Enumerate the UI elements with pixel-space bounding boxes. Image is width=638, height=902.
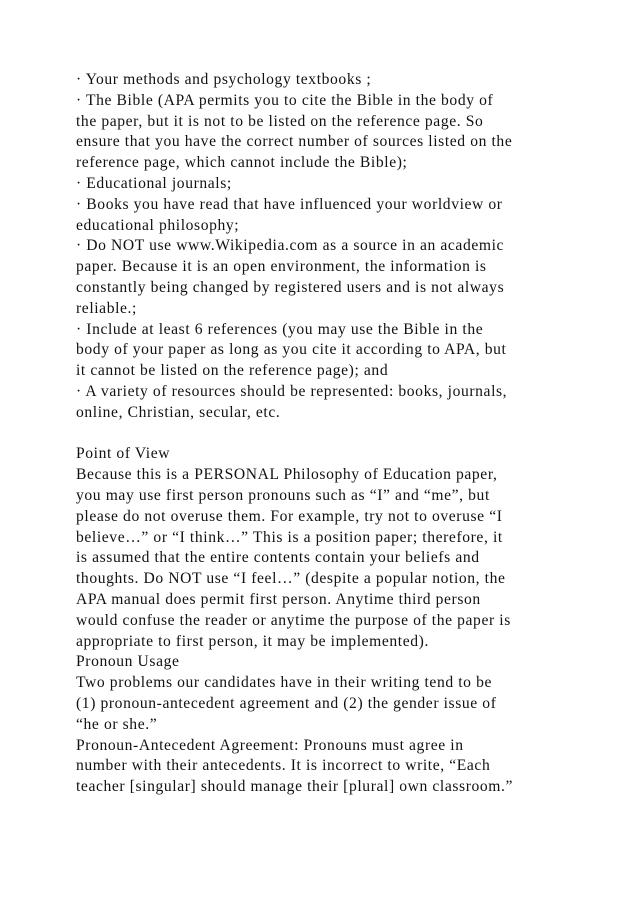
text-line: Pronoun-Antecedent Agreement: Pronouns must agree in <box>76 736 464 754</box>
text-line: Two problems our candidates have in their writing tend to be <box>76 674 492 692</box>
text-line: teacher [singular] should manage their [plural] own classroom.” <box>76 778 514 796</box>
text-line: · Books you have read that have influenced your worldview or <box>76 195 503 213</box>
paragraph <box>76 465 576 652</box>
text-line: ensure that you have the correct number of sources listed on the <box>76 133 513 151</box>
text-line: thoughts. Do NOT use “I feel…” (despite a popular notion, the <box>76 570 506 588</box>
section-heading <box>76 652 576 673</box>
text-line: number with their antecedents. It is incorrect to write, “Each <box>76 757 491 775</box>
text-line: · The Bible (APA permits you to cite the Bible in the body of <box>76 91 494 109</box>
text-line: paper. Because it is an open environment, the information is <box>76 258 487 276</box>
paragraph <box>76 736 576 798</box>
bullet-item <box>76 91 576 174</box>
bullet-item <box>76 320 576 382</box>
section-heading <box>76 444 576 465</box>
text-line: body of your paper as long as you cite it according to APA, but <box>76 341 507 359</box>
text-line: Because this is a PERSONAL Philosophy of Education paper, <box>76 466 498 484</box>
bullet-item <box>76 236 576 319</box>
text-line: Point of View <box>76 445 171 463</box>
text-line: you may use first person pronouns such as “I” and “me”, but <box>76 486 490 504</box>
text-line: · A variety of resources should be represented: books, journals, <box>76 382 508 400</box>
text-line: it cannot be listed on the reference page); and <box>76 362 389 380</box>
paragraph <box>76 673 576 735</box>
text-line: (1) pronoun-antecedent agreement and (2) the gender issue of <box>76 694 497 712</box>
text-line: “he or she.” <box>76 715 158 733</box>
text-line: is assumed that the entire contents contain your beliefs and <box>76 549 480 567</box>
text-line: · Your methods and psychology textbooks ; <box>76 71 372 88</box>
text-line: educational philosophy; <box>76 216 240 234</box>
text-line: constantly being changed by registered users and is not always <box>76 278 505 296</box>
text-line: please do not overuse them. For example, try not to overuse “I <box>76 507 503 525</box>
text-line: believe…” or “I think…” This is a position paper; therefore, it <box>76 528 503 546</box>
bullet-item <box>76 195 576 237</box>
document-body <box>76 70 576 798</box>
text-line: the paper, but it is not to be listed on the reference page. So <box>76 112 484 130</box>
text-line: Pronoun Usage <box>76 653 180 671</box>
text-line: would confuse the reader or anytime the purpose of the paper is <box>76 611 511 629</box>
text-line: online, Christian, secular, etc. <box>76 403 281 421</box>
text-line: · Do NOT use www.Wikipedia.com as a source in an academic <box>76 237 505 255</box>
text-line: · Educational journals; <box>76 174 232 192</box>
text-line: APA manual does permit first person. Anytime third person <box>76 590 481 608</box>
blank-line <box>76 424 576 445</box>
bullet-item <box>76 382 576 424</box>
text-line: reference page, which cannot include the Bible); <box>76 154 408 172</box>
bullet-item <box>76 174 576 195</box>
text-line: reliable.; <box>76 299 137 317</box>
text-line: · Include at least 6 references (you may use the Bible in the <box>76 320 484 338</box>
bullet-item <box>76 70 576 91</box>
text-line: appropriate to first person, it may be implemented). <box>76 632 429 650</box>
